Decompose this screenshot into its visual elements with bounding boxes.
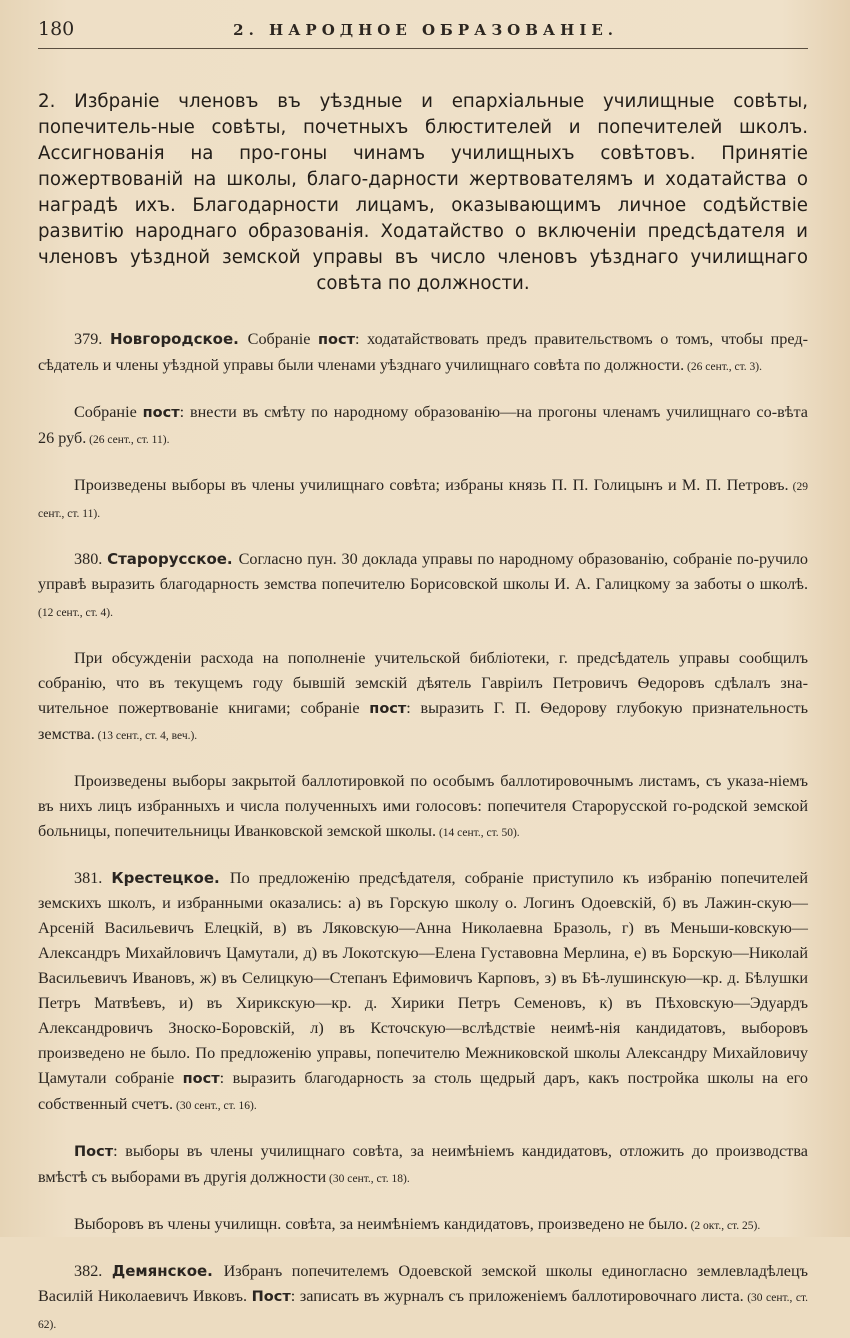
entry-number: 380. (74, 550, 108, 568)
entry-text-lead: Собраніе (74, 403, 143, 421)
resolution-marker: пост (369, 701, 407, 717)
session-reference: (30 сент., ст. 16). (173, 1100, 257, 1112)
page-number: 180 (38, 18, 75, 40)
entry-paragraph (38, 866, 808, 1119)
session-reference: (30 сент., ст. 62). (38, 1292, 808, 1331)
entry-paragraph (38, 473, 808, 527)
entry-paragraph (38, 327, 808, 380)
entry-paragraph (38, 400, 808, 453)
entry-text-lead: При обсужденіи расхода на пополненіе учительской библіотеки, г. предсѣдатель управы сообщилъ собранію, что въ текущемъ году бывшій земскій дѣятель Гавріилъ Петровичъ Ѳедоровъ сдѣлалъ зна-чительное пожертвованіе книгами; собраніе (38, 649, 808, 717)
entry-text: : записать въ журналъ съ приложеніемъ баллотировочнаго листа. (290, 1287, 744, 1305)
resolution-marker: пост (182, 1071, 220, 1087)
session-reference: (2 окт., ст. 25). (687, 1220, 761, 1232)
entry-number: 381. (74, 869, 112, 887)
entry-text: : внести въ смѣту по народному образованію—на прогоны членамъ училищнаго со-вѣта 26 руб. (38, 403, 808, 447)
entries-list (38, 327, 808, 1338)
session-reference: (12 сент., ст. 4). (38, 607, 113, 619)
session-reference: (26 сент., ст. 11). (86, 434, 170, 446)
entry-text: Согласно пун. 30 доклада управы по народному образованію, собраніе по-ручило управѣ выразить благодарность земства попечителю Борисовской школы И. А. Галицкому за заботы о школѣ. (38, 550, 809, 593)
entry-text-lead: Избранъ попечителемъ Одоевской земской школы единогласно землевладѣлецъ Василій Николаевичъ Ивковъ. (38, 1262, 809, 1305)
entry-text-lead: Собраніе (247, 330, 319, 348)
session-reference: (13 сент., ст. 4, веч.). (94, 730, 198, 742)
entry-text: Произведены выборы въ члены училищнаго совѣта; избраны князь П. П. Голицынъ и М. П. Петровъ. (74, 476, 789, 494)
entry-paragraph (38, 1139, 808, 1192)
entry-text: : ходатайствовать предъ правительствомъ о томъ, чтобы пред-сѣдатель и члены уѣздной управы были членами уѣзднаго училищнаго совѣта по должности. (38, 330, 809, 374)
entry-text: Выборовъ въ члены училищн. совѣта, за неимѣніемъ кандидатовъ, произведено не было. (74, 1215, 688, 1233)
entry-text: Произведены выборы закрытой баллотировкой по особымъ баллотировочнымъ листамъ, съ указа-ніемъ въ нихъ лицъ избранныхъ и числа полученныхъ ими голосовъ: попечителя Старорусской го-родской земской больницы, попечительницы Иванковской земской школы. (38, 772, 808, 840)
resolution-marker: пост (142, 405, 180, 421)
entry-paragraph (38, 769, 808, 846)
session-reference: (30 сент., ст. 18). (326, 1173, 410, 1185)
district-name: Старорусское. (107, 550, 239, 568)
district-name: Новгородское. (109, 330, 248, 348)
resolution-marker: пост (318, 332, 355, 348)
entry-paragraph (38, 1259, 808, 1338)
entry-number: 382. (74, 1262, 112, 1280)
entry-text: : выразить благодарность за столь щедрый даръ, какъ постройка школы на его собственный счетъ. (38, 1069, 808, 1113)
running-title: 2. НАРОДНОЕ ОБРАЗОВАНІЕ. (233, 21, 618, 39)
session-reference: (26 сент., ст. 3). (684, 361, 762, 373)
page-header (38, 18, 808, 49)
district-name: Крестецкое. (111, 869, 230, 887)
resolution-marker: Пост (74, 1144, 114, 1160)
entry-number: 379. (74, 330, 110, 348)
entry-paragraph (38, 1212, 808, 1239)
section-heading: 2. Избраніе членовъ въ уѣздные и епархіальные училищные совѣты, попечитель-ные совѣты, почетныхъ блюстителей и попечителей школъ. Ассигнованія на про-гоны чинамъ училищныхъ совѣтовъ. Принятіе пожертвованій на школы, благо-дарности жертвователямъ и ходатайства о наградѣ ихъ. Благодарности лицамъ, оказывающимъ личное содѣйствіе развитію народнаго образованія. Ходатайство о включеніи предсѣдателя и членовъ уѣздной земской управы въ число членовъ уѣзднаго училищнаго совѣта по должности. (38, 91, 808, 294)
district-name: Демянское. (111, 1262, 224, 1280)
entry-paragraph (38, 547, 808, 626)
session-reference: (29 сент., ст. 11). (38, 481, 808, 520)
entry-text: : выборы въ члены училищнаго совѣта, за неимѣніемъ кандидатовъ, отложить до производства вмѣстѣ съ выборами въ другія должности (38, 1142, 808, 1186)
session-reference: (14 сент., ст. 50). (436, 827, 520, 839)
resolution-marker: Пост (251, 1289, 291, 1305)
entry-text: : выразить Г. П. Ѳедорову глубокую признательность земства. (38, 699, 808, 743)
entry-text-lead: По предложенію предсѣдателя, собраніе приступило къ избранію попечителей земскихъ школъ, и избранными оказались: а) въ Горскую школу о. Логинъ Одоевскій, б) въ Лажин-скую—Арсеній Васильевичъ Елецкій, в) въ Ляковскую—Анна Николаевна Бразоль, г) въ Меньши-ковскую—Александръ Михайловичъ Цамутали, д) въ Локотскую—Елена Густавовна Мерлина, е) въ Борскую—Николай Васильевичъ Ивановъ, ж) въ Селицкую—Степанъ Ефимовичъ Карповъ, з) въ Бѣ-лушинскую—кр. д. Бѣлушки Петръ Матвѣевъ, и) въ Хирикскую—кр. д. Хирики Петръ Семеновъ, к) въ Пѣховскую—Эдуардъ Александровичъ Зноско-Боровскій, л) въ Ксточскую—вслѣдствіе неимѣ-нія кандидатовъ, выборовъ произведено не было. По предложенію управы, попечителю Межниковской школы Александру Михайловичу Цамутали собраніе (38, 869, 808, 1087)
entry-paragraph (38, 646, 808, 749)
